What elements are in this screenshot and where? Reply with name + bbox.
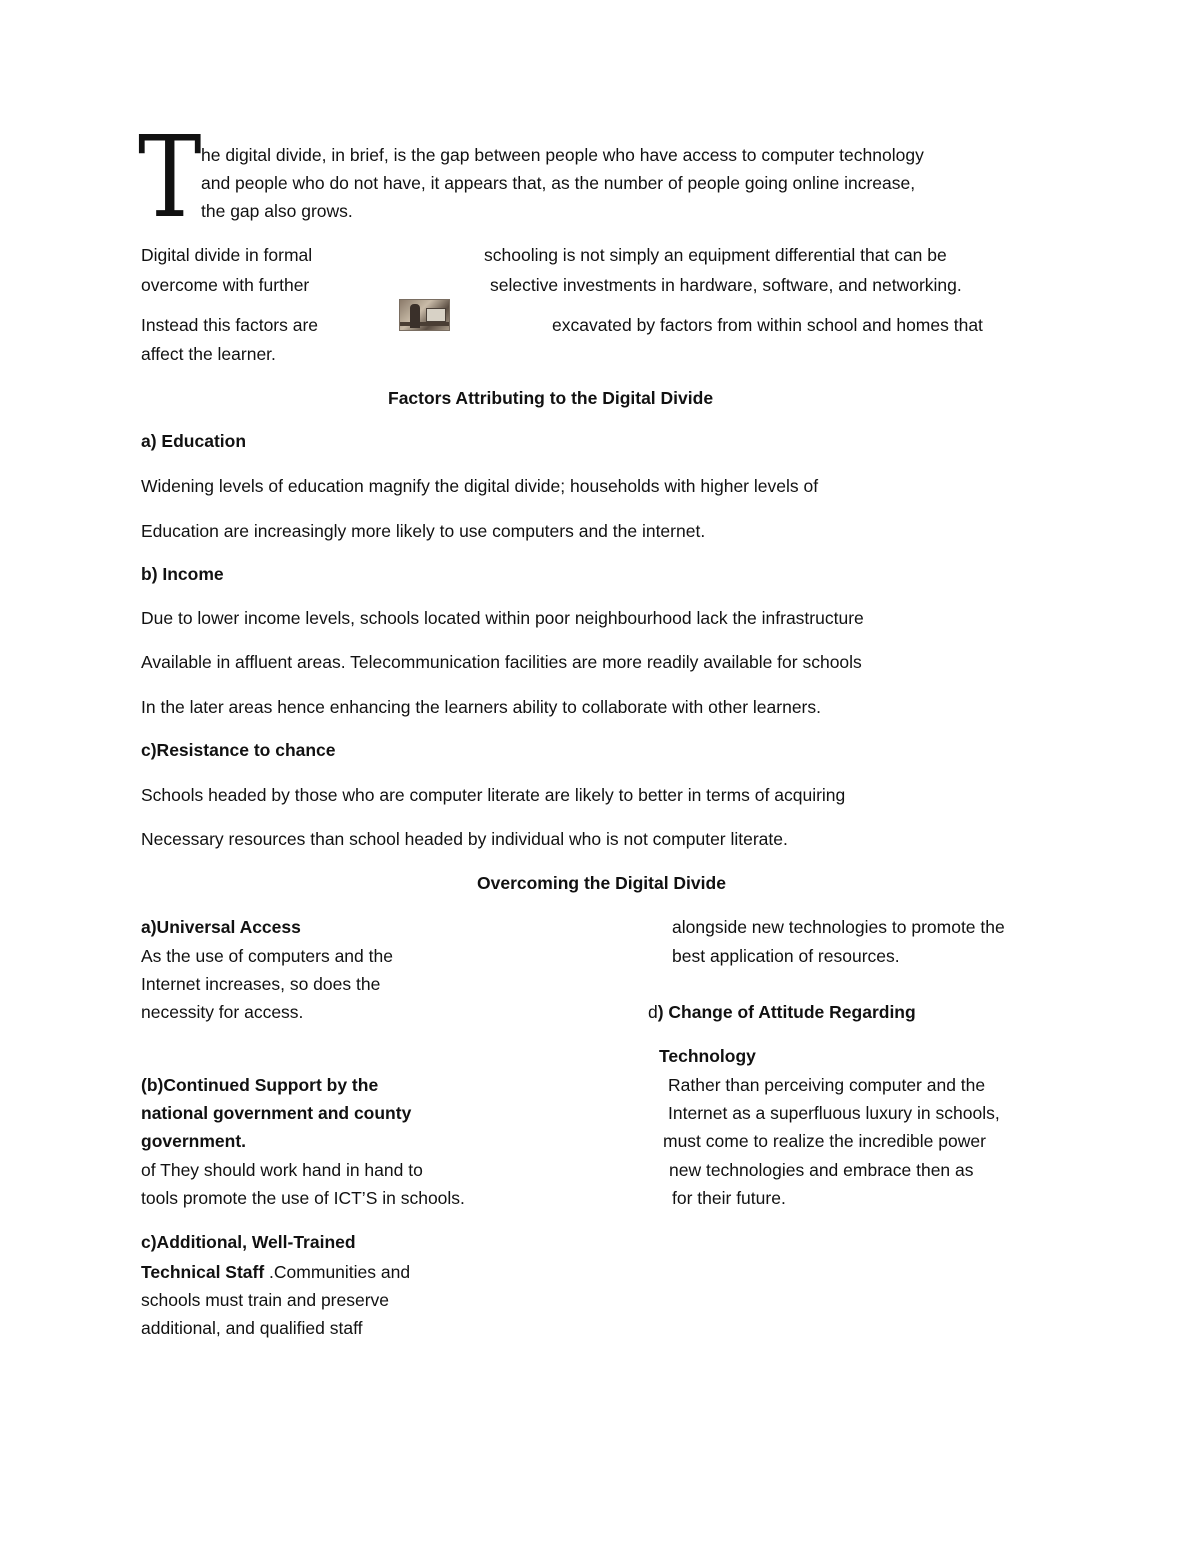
income-title: b) Income <box>141 564 224 584</box>
attitude-title-prefix: d <box>648 1002 658 1022</box>
attitude-line-4: new technologies and embrace then as <box>669 1160 974 1180</box>
para2-line-1a: Digital divide in formal <box>141 245 313 265</box>
support-line-2: tools promote the use of ICT’S in schools. <box>141 1188 465 1208</box>
para2-line-2a: overcome with further <box>141 275 310 295</box>
staff-line-2: additional, and qualified staff <box>141 1318 363 1338</box>
factors-heading: Factors Attributing to the Digital Divide <box>388 388 714 408</box>
staff-title-line <box>141 1258 410 1286</box>
education-line-2: Education are increasingly more likely to use computers and the internet. <box>141 521 706 541</box>
resistance-title: c)Resistance to chance <box>141 740 336 760</box>
para2-line-4: affect the learner. <box>141 344 276 364</box>
income-line-2: Available in affluent areas. Telecommunication facilities are more readily available for schools <box>141 652 862 672</box>
universal-line-2: Internet increases, so does the <box>141 974 381 994</box>
right-line-1: alongside new technologies to promote the <box>672 917 1005 937</box>
universal-line-1: As the use of computers and the <box>141 946 393 966</box>
resistance-line-2: Necessary resources than school headed by individual who is not computer literate. <box>141 829 788 849</box>
right-line-2: best application of resources. <box>672 946 900 966</box>
attitude-line-2: Internet as a superfluous luxury in schools, <box>668 1103 1000 1123</box>
universal-access-title: a)Universal Access <box>141 917 301 937</box>
attitude-title-1-line <box>648 998 916 1026</box>
support-line-1: of They should work hand in hand to <box>141 1160 423 1180</box>
universal-line-3: necessity for access. <box>141 1002 304 1022</box>
support-title-1: (b)Continued Support by the <box>141 1075 379 1095</box>
education-title: a) Education <box>141 431 247 451</box>
para2-line-3a: Instead this factors are <box>141 315 319 335</box>
intro-line-3: the gap also grows. <box>201 201 353 221</box>
intro-line-1: he digital divide, in brief, is the gap between people who have access to computer technology <box>201 145 924 165</box>
para2-line-3b: excavated by factors from within school and homes that <box>552 315 983 335</box>
attitude-title-1: ) Change of Attitude Regarding <box>657 1002 916 1022</box>
staff-title-2: Technical Staff <box>141 1262 265 1282</box>
staff-title-rest: .Communities and <box>264 1262 411 1282</box>
income-line-3: In the later areas hence enhancing the learners ability to collaborate with other learners. <box>141 697 821 717</box>
resistance-line-1: Schools headed by those who are computer literate are likely to better in terms of acquiring <box>141 785 846 805</box>
para2-line-2b: selective investments in hardware, software, and networking. <box>490 275 962 295</box>
support-title-2: national government and county <box>141 1103 412 1123</box>
staff-title-1: c)Additional, Well-Trained <box>141 1232 356 1252</box>
staff-line-1: schools must train and preserve <box>141 1290 390 1310</box>
drop-cap: T <box>138 113 202 243</box>
income-line-1: Due to lower income levels, schools located within poor neighbourhood lack the infrastructure <box>141 608 864 628</box>
computer-user-image <box>399 299 450 331</box>
attitude-title-2: Technology <box>659 1046 756 1066</box>
attitude-line-1: Rather than perceiving computer and the <box>668 1075 986 1095</box>
intro-line-2: and people who do not have, it appears that, as the number of people going online increase, <box>201 173 916 193</box>
attitude-line-3: must come to realize the incredible power <box>663 1131 986 1151</box>
para2-line-1b: schooling is not simply an equipment differential that can be <box>484 245 947 265</box>
overcoming-heading: Overcoming the Digital Divide <box>477 873 726 893</box>
education-line-1: Widening levels of education magnify the digital divide; households with higher levels of <box>141 476 819 496</box>
support-title-3: government. <box>141 1131 247 1151</box>
attitude-line-5: for their future. <box>672 1188 786 1208</box>
